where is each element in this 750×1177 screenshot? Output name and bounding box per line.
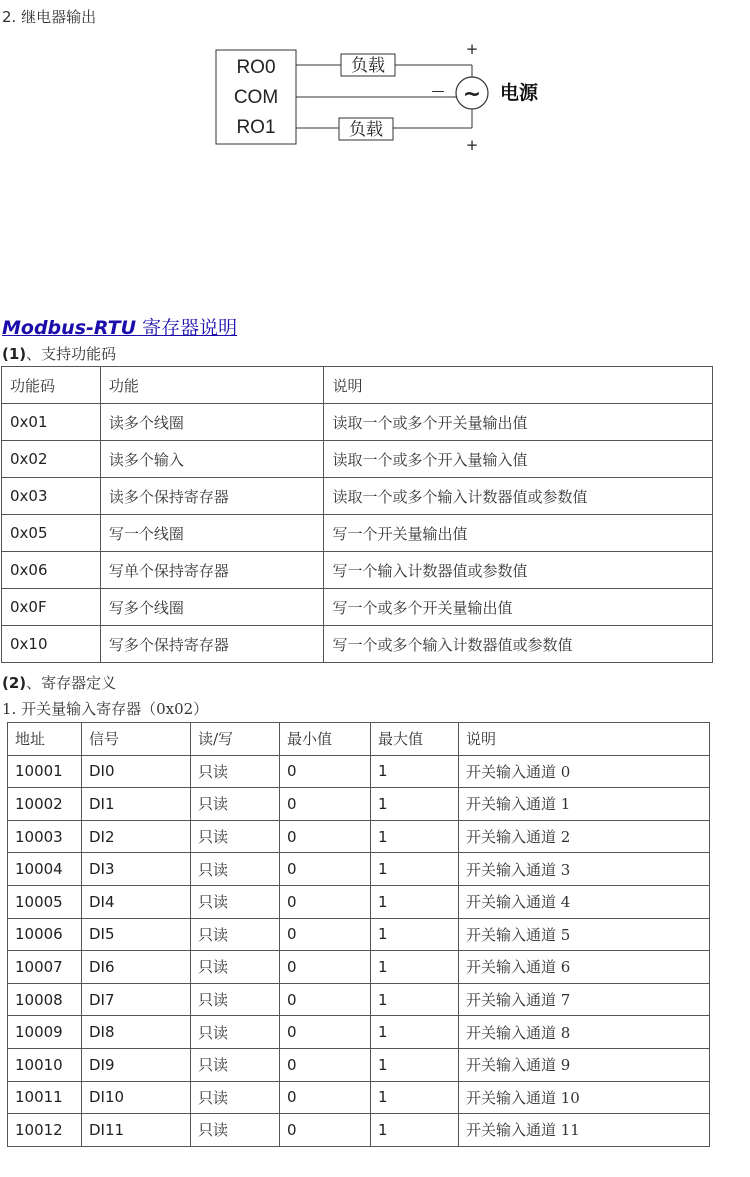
min-cell: 0 <box>280 755 371 788</box>
function-cell: 读多个线圈 <box>100 404 324 441</box>
load-label-1: 负载 <box>351 56 385 76</box>
heading-rest: 寄存器说明 <box>136 317 238 339</box>
access-cell: 只读 <box>191 755 280 788</box>
table-row <box>8 1114 710 1147</box>
modbus-heading[interactable] <box>2 313 237 340</box>
func-codes-text: 、支持功能码 <box>26 345 117 363</box>
description-cell: 写一个开关量输出值 <box>324 515 713 552</box>
plus-top: + <box>465 40 479 58</box>
label-ro1: RO1 <box>236 117 276 138</box>
func-codes-title <box>2 343 116 364</box>
description-cell: 开关输入通道 2 <box>459 820 710 853</box>
table-row <box>8 1081 710 1114</box>
register-def-num: (2) <box>2 674 27 692</box>
header-cell: 说明 <box>459 723 710 756</box>
description-cell: 开关输入通道 3 <box>459 853 710 886</box>
header-cell: 地址 <box>8 723 82 756</box>
description-cell: 开关输入通道 4 <box>459 885 710 918</box>
header-cell: 最大值 <box>371 723 459 756</box>
max-cell: 1 <box>371 1016 459 1049</box>
access-cell: 只读 <box>191 951 280 984</box>
table-row <box>8 853 710 886</box>
max-cell: 1 <box>371 1081 459 1114</box>
function-cell: 读多个输入 <box>100 441 324 478</box>
address-cell: 10012 <box>8 1114 82 1147</box>
table-row <box>2 441 713 478</box>
table-row <box>2 515 713 552</box>
signal-cell: DI9 <box>82 1048 191 1081</box>
table-header-row <box>8 723 710 756</box>
max-cell: 1 <box>371 1114 459 1147</box>
signal-cell: DI3 <box>82 853 191 886</box>
function-cell: 读多个保持寄存器 <box>100 478 324 515</box>
description-cell: 读取一个或多个输入计数器值或参数值 <box>324 478 713 515</box>
description-cell: 开关输入通道 7 <box>459 983 710 1016</box>
access-cell: 只读 <box>191 885 280 918</box>
address-cell: 10006 <box>8 918 82 951</box>
signal-cell: DI10 <box>82 1081 191 1114</box>
address-cell: 10009 <box>8 1016 82 1049</box>
table-row <box>8 983 710 1016</box>
address-cell: 10001 <box>8 755 82 788</box>
address-cell: 10008 <box>8 983 82 1016</box>
code-cell: 0x03 <box>2 478 101 515</box>
description-cell: 写一个输入计数器值或参数值 <box>324 552 713 589</box>
signal-cell: DI1 <box>82 788 191 821</box>
label-ro0: RO0 <box>236 57 276 78</box>
min-cell: 0 <box>280 788 371 821</box>
table-row <box>2 589 713 626</box>
table-row <box>8 788 710 821</box>
register-def-title <box>2 672 116 693</box>
max-cell: 1 <box>371 951 459 984</box>
signal-cell: DI0 <box>82 755 191 788</box>
header-cell: 功能 <box>100 367 324 404</box>
description-cell: 写一个或多个开关量输出值 <box>324 589 713 626</box>
description-cell: 开关输入通道 11 <box>459 1114 710 1147</box>
signal-cell: DI6 <box>82 951 191 984</box>
max-cell: 1 <box>371 755 459 788</box>
header-cell: 最小值 <box>280 723 371 756</box>
access-cell: 只读 <box>191 820 280 853</box>
function-cell: 写一个线圈 <box>100 515 324 552</box>
header-cell: 功能码 <box>2 367 101 404</box>
signal-cell: DI4 <box>82 885 191 918</box>
description-cell: 开关输入通道 6 <box>459 951 710 984</box>
plus-bottom: + <box>465 136 479 154</box>
description-cell: 开关输入通道 9 <box>459 1048 710 1081</box>
description-cell: 开关输入通道 0 <box>459 755 710 788</box>
min-cell: 0 <box>280 983 371 1016</box>
signal-cell: DI7 <box>82 983 191 1016</box>
table-row <box>2 552 713 589</box>
min-cell: 0 <box>280 885 371 918</box>
code-cell: 0x06 <box>2 552 101 589</box>
table-row <box>2 478 713 515</box>
section-title: 2. 继电器输出 <box>2 8 97 26</box>
access-cell: 只读 <box>191 853 280 886</box>
access-cell: 只读 <box>191 1016 280 1049</box>
max-cell: 1 <box>371 788 459 821</box>
header-cell: 说明 <box>324 367 713 404</box>
max-cell: 1 <box>371 983 459 1016</box>
header-cell: 信号 <box>82 723 191 756</box>
label-com: COM <box>233 87 279 108</box>
function-cell: 写单个保持寄存器 <box>100 552 324 589</box>
description-cell: 开关输入通道 5 <box>459 918 710 951</box>
max-cell: 1 <box>371 885 459 918</box>
heading-brand: Modbus-RTU <box>2 317 137 339</box>
description-cell: 写一个或多个输入计数器值或参数值 <box>324 626 713 663</box>
code-cell: 0x05 <box>2 515 101 552</box>
signal-cell: DI2 <box>82 820 191 853</box>
function-cell: 写多个线圈 <box>100 589 324 626</box>
digital-input-register-table <box>7 722 710 1147</box>
code-cell: 0x02 <box>2 441 101 478</box>
address-cell: 10003 <box>8 820 82 853</box>
register-def-text: 、寄存器定义 <box>26 674 117 692</box>
code-cell: 0x10 <box>2 626 101 663</box>
table-row <box>8 1016 710 1049</box>
minus-sign: — <box>431 84 445 99</box>
table-header-row <box>2 367 713 404</box>
access-cell: 只读 <box>191 983 280 1016</box>
table-row <box>8 951 710 984</box>
min-cell: 0 <box>280 820 371 853</box>
min-cell: 0 <box>280 1081 371 1114</box>
table-row <box>2 404 713 441</box>
signal-cell: DI5 <box>82 918 191 951</box>
min-cell: 0 <box>280 918 371 951</box>
max-cell: 1 <box>371 918 459 951</box>
table-row <box>2 626 713 663</box>
table-row <box>8 755 710 788</box>
min-cell: 0 <box>280 1114 371 1147</box>
relay-wiring-diagram <box>0 0 750 170</box>
min-cell: 0 <box>280 853 371 886</box>
description-cell: 开关输入通道 8 <box>459 1016 710 1049</box>
description-cell: 开关输入通道 10 <box>459 1081 710 1114</box>
modbus-heading-link[interactable] <box>2 317 237 339</box>
function-code-table <box>1 366 713 663</box>
address-cell: 10010 <box>8 1048 82 1081</box>
ac-symbol: ~ <box>462 82 482 107</box>
func-codes-num: (1) <box>2 345 27 363</box>
table-row <box>8 885 710 918</box>
table-row <box>8 918 710 951</box>
header-cell: 读/写 <box>191 723 280 756</box>
access-cell: 只读 <box>191 918 280 951</box>
address-cell: 10002 <box>8 788 82 821</box>
access-cell: 只读 <box>191 788 280 821</box>
function-cell: 写多个保持寄存器 <box>100 626 324 663</box>
code-cell: 0x0F <box>2 589 101 626</box>
signal-cell: DI8 <box>82 1016 191 1049</box>
access-cell: 只读 <box>191 1081 280 1114</box>
max-cell: 1 <box>371 853 459 886</box>
table-row <box>8 1048 710 1081</box>
register-subtitle: 1. 开关量输入寄存器（0x02） <box>2 700 209 718</box>
address-cell: 10007 <box>8 951 82 984</box>
max-cell: 1 <box>371 820 459 853</box>
access-cell: 只读 <box>191 1048 280 1081</box>
description-cell: 开关输入通道 1 <box>459 788 710 821</box>
max-cell: 1 <box>371 1048 459 1081</box>
power-label: 电源 <box>500 82 539 104</box>
min-cell: 0 <box>280 951 371 984</box>
signal-cell: DI11 <box>82 1114 191 1147</box>
address-cell: 10011 <box>8 1081 82 1114</box>
min-cell: 0 <box>280 1016 371 1049</box>
table-row <box>8 820 710 853</box>
access-cell: 只读 <box>191 1114 280 1147</box>
description-cell: 读取一个或多个开关量输出值 <box>324 404 713 441</box>
address-cell: 10005 <box>8 885 82 918</box>
load-label-2: 负载 <box>349 120 383 140</box>
min-cell: 0 <box>280 1048 371 1081</box>
address-cell: 10004 <box>8 853 82 886</box>
code-cell: 0x01 <box>2 404 101 441</box>
description-cell: 读取一个或多个开入量输入值 <box>324 441 713 478</box>
